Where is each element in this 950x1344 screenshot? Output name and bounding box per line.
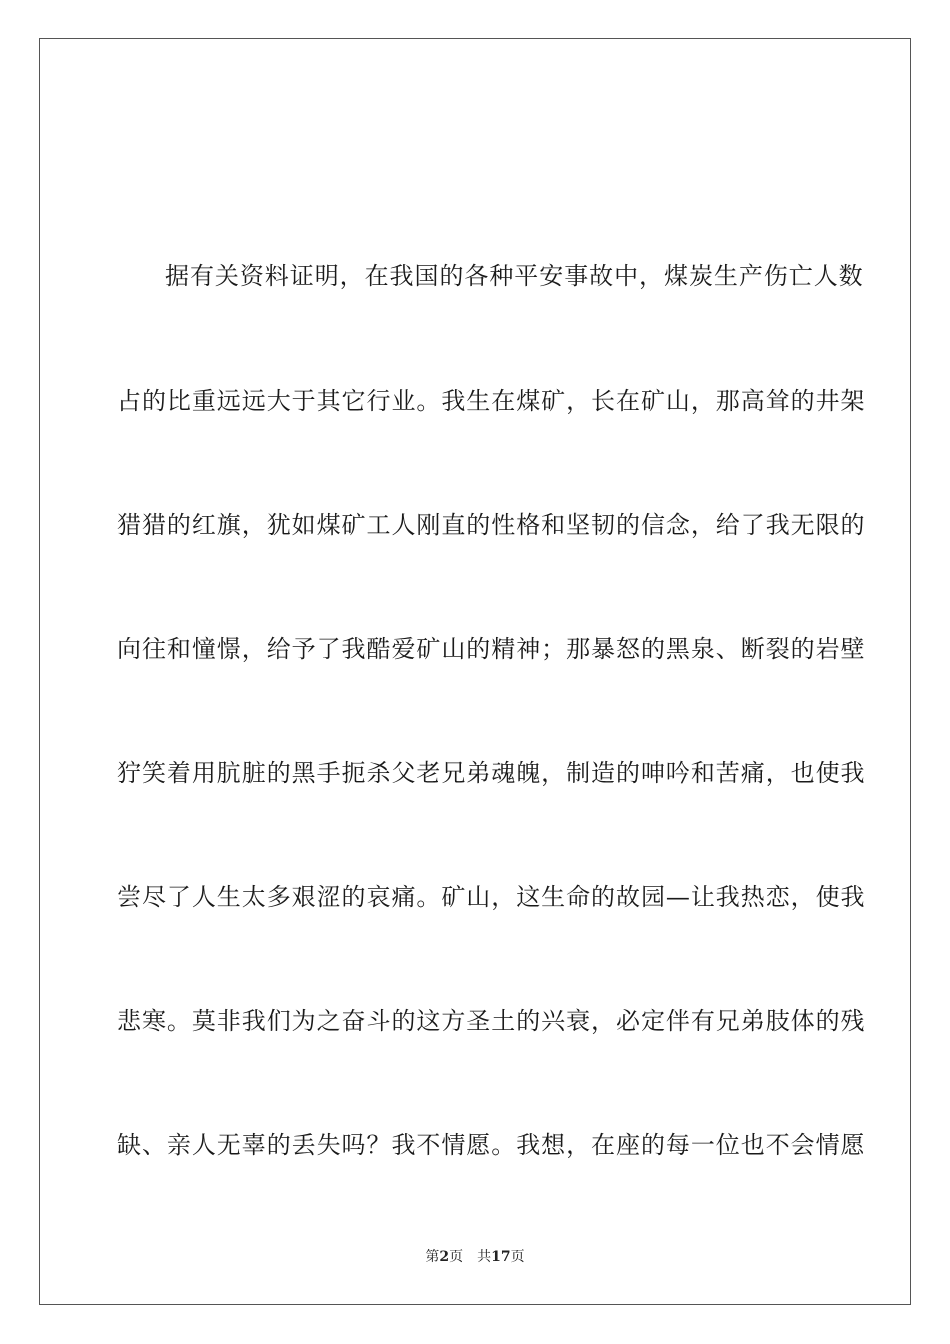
page-footer: [0, 1248, 950, 1266]
paragraph-line-3: 猎猎的红旗，犹如煤矿工人刚直的性格和坚韧的信念，给了我无限的: [117, 511, 866, 539]
page-label-suffix: 页: [449, 1249, 464, 1265]
paragraph-line-8: 缺、亲人无辜的丢失吗？我不情愿。我想，在座的每一位也不会情愿: [117, 1131, 866, 1159]
paragraph-line-1: 据有关资料证明，在我国的各种平安事故中，煤炭生产伤亡人数: [165, 262, 864, 290]
page-label-prefix: 第: [425, 1249, 440, 1265]
page-number: 2: [439, 1249, 450, 1265]
paragraph-line-4: 向往和憧憬，给予了我酷爱矿山的精神；那暴怒的黑泉、断裂的岩壁: [117, 635, 866, 663]
paragraph-line-7: 悲寒。莫非我们为之奋斗的这方圣土的兴衰，必定伴有兄弟肢体的残: [117, 1007, 866, 1035]
total-label-prefix: 共: [477, 1249, 492, 1265]
total-label-suffix: 页: [510, 1249, 525, 1265]
paragraph-line-5: 狞笑着用肮脏的黑手扼杀父老兄弟魂魄，制造的呻吟和苦痛，也使我: [117, 759, 866, 787]
paragraph-line-6: 尝尽了人生太多艰涩的哀痛。矿山，这生命的故园—让我热恋，使我: [117, 883, 866, 911]
paragraph-line-2: 占的比重远远大于其它行业。我生在煤矿，长在矿山，那高耸的井架: [117, 387, 866, 415]
total-pages: 17: [491, 1249, 511, 1265]
page-border: [39, 38, 911, 1305]
